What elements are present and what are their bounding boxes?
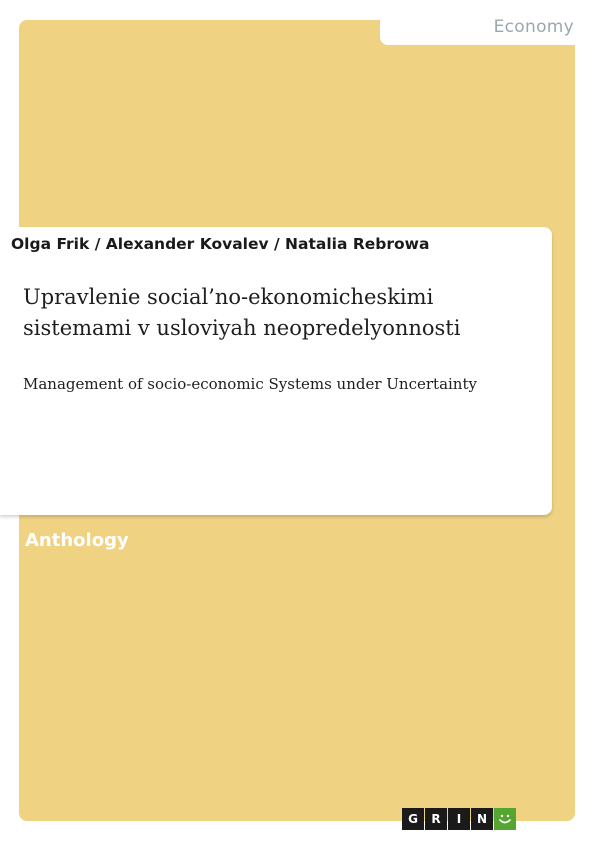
smile-icon bbox=[494, 808, 516, 830]
logo-letter-r: R bbox=[425, 808, 447, 830]
category-label[interactable]: Economy bbox=[493, 17, 574, 37]
authors: Olga Frik / Alexander Kovalev / Natalia Rebrowa bbox=[11, 235, 430, 253]
book-subtitle: Management of socio-economic Systems under Uncertainty bbox=[23, 375, 477, 393]
document-type: Anthology bbox=[25, 530, 129, 551]
info-card bbox=[0, 227, 552, 515]
book-title: Upravlenie social’no-ekonomicheskimi sistemami v usloviyah neopredelyonnosti bbox=[23, 285, 461, 340]
publisher-logo bbox=[402, 808, 516, 830]
logo-letter-g: G bbox=[402, 808, 424, 830]
logo-letter-n: N bbox=[471, 808, 493, 830]
logo-letter-i: I bbox=[448, 808, 470, 830]
